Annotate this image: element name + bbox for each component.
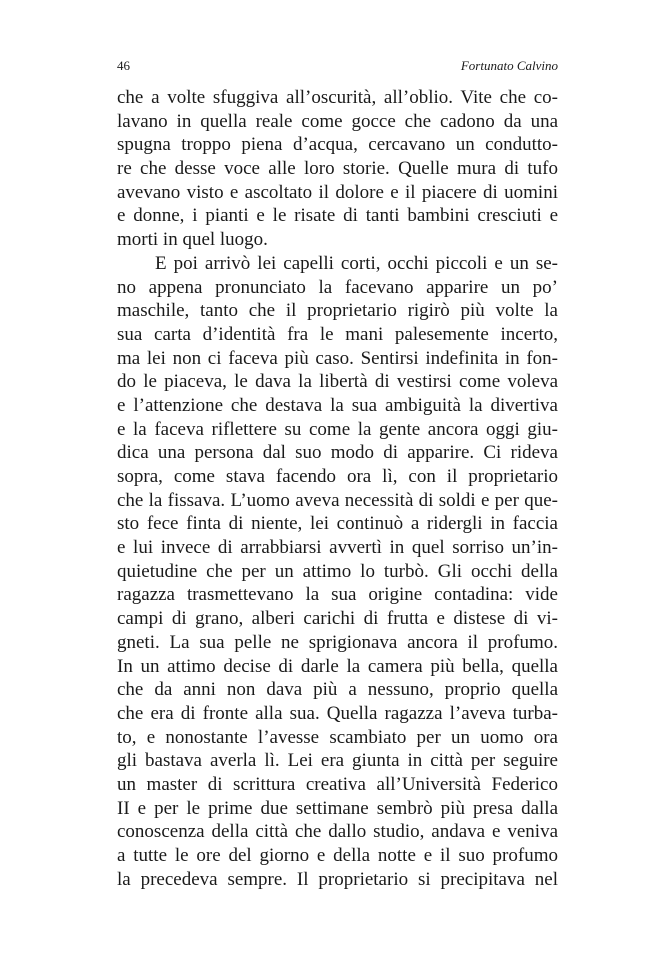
text-line: do le piaceva, le dava la libertà di vestirsi come voleva <box>117 371 558 393</box>
text-line: re che desse voce alle loro storie. Quelle mura di tufo <box>117 158 558 180</box>
paragraph <box>117 86 558 252</box>
text-line: morti in quel luogo. <box>117 229 268 251</box>
body-text <box>117 86 558 891</box>
text-line: avevano visto e ascoltato il dolore e il piacere di uomini <box>117 181 558 203</box>
text-line: E poi arrivò lei capelli corti, occhi piccoli e un se- <box>155 252 558 274</box>
text-line: un master di scrittura creativa all’Università Federico <box>117 773 558 795</box>
text-line: conoscenza della città che dallo studio, andava e veniva <box>117 821 558 843</box>
text-line: spugna troppo piena d’acqua, cercavano un condutto- <box>117 134 558 156</box>
paragraph <box>117 252 558 892</box>
text-line: sto fece finta di niente, lei continuò a ridergli in faccia <box>117 513 558 535</box>
text-line: che era di fronte alla sua. Quella ragazza l’aveva turba- <box>117 702 558 724</box>
text-line: e lui invece di arrabbiarsi avvertì in quel sorriso un’in- <box>117 537 558 559</box>
text-line: quietudine che per un attimo lo turbò. Gli occhi della <box>117 560 558 582</box>
page-number: 46 <box>117 58 130 73</box>
text-line: ma lei non ci faceva più caso. Sentirsi indefinita in fon- <box>117 347 558 369</box>
text-line: to, e nonostante l’avesse scambiato per un uomo ora <box>117 726 558 748</box>
text-line: dica una persona dal suo modo di apparire. Ci rideva <box>117 442 558 464</box>
text-line: che la fissava. L’uomo aveva necessità di soldi e per que- <box>117 489 558 511</box>
text-line: In un attimo decise di darle la camera più bella, quella <box>117 655 558 677</box>
text-line: no appena pronunciato la facevano apparire un po’ <box>117 276 558 298</box>
text-line: sopra, come stava facendo ora lì, con il proprietario <box>117 466 558 487</box>
running-title: Fortunato Calvino <box>460 58 558 73</box>
text-line: e donne, i pianti e le risate di tanti bambini cresciuti e <box>117 205 558 227</box>
text-line: sua carta d’identità fra le mani palesemente incerto, <box>117 323 558 345</box>
text-line: che da anni non dava più a nessuno, proprio quella <box>117 679 558 701</box>
text-line: che a volte sfuggiva all’oscurità, all’oblio. Vite che co- <box>117 87 558 108</box>
text-line: e l’attenzione che destava la sua ambiguità la divertiva <box>117 394 558 416</box>
text-line: ragazza trasmettevano la sua origine contadina: vide <box>117 584 558 606</box>
text-line: gneti. La sua pelle ne sprigionava ancora il profumo. <box>117 631 558 653</box>
text-line: a tutte le ore del giorno e della notte e il suo profumo <box>117 845 558 866</box>
text-line: II e per le prime due settimane sembrò più presa dalla <box>117 797 558 819</box>
text-line: maschile, tanto che il proprietario rigirò più volte la <box>117 300 558 322</box>
page-header <box>117 58 558 78</box>
text-line: lavano in quella reale come gocce che cadono da una <box>117 110 558 132</box>
text-line: campi di grano, alberi carichi di frutta e distese di vi- <box>117 608 558 630</box>
text-line: la precedeva sempre. Il proprietario si precipitava nel <box>117 868 558 890</box>
text-line: gli bastava averla lì. Lei era giunta in città per seguire <box>117 750 558 772</box>
text-line: e la faceva riflettere su come la gente ancora oggi giu- <box>117 418 558 440</box>
